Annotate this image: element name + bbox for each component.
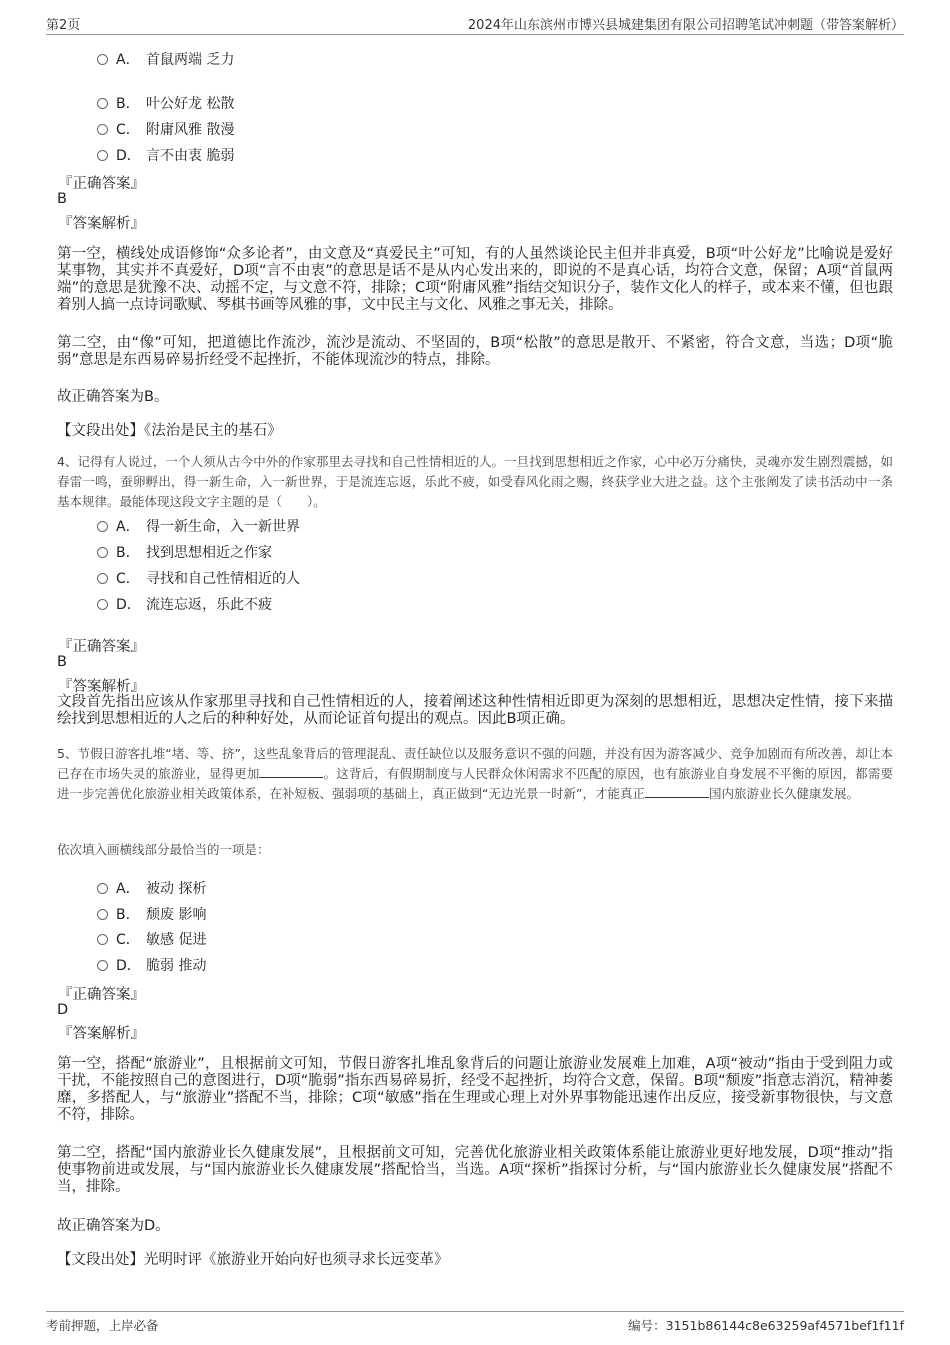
radio-icon[interactable]	[97, 150, 108, 161]
analysis-label: 『答案解析』	[58, 679, 145, 695]
question-instruction: 依次填入画横线部分最恰当的一项是：	[57, 842, 270, 857]
blank-2	[645, 785, 709, 798]
document-id: 编号：3151b86144c8e63259af4571bef1f11f	[628, 1318, 904, 1333]
answer-value: B	[57, 191, 67, 207]
source-citation: 【文段出处】光明时评《旅游业开始向好也须寻求长远变革》	[57, 1252, 449, 1268]
option-d[interactable]: D． 脆弱 推动	[97, 955, 206, 975]
option-c[interactable]: C． 附庸风雅 散漫	[97, 119, 234, 139]
analysis-paragraph: 第一空，横线处成语修饰“众多论者”，由文意及“真爱民主”可知，有的人虽然谈论民主但并非真爱，B项“叶公好龙”比喻说是爱好某事物，其实并不真爱好，D项“言不由衷”的意思是话不是从内心发出来的，即说的不是真心话，均符合文意，保留；A项“首鼠两端”的意思是犹豫不决、动摇不定，与文意不符，排除；C项“附庸风雅”指结交知识分子，装作文化人的样子，或本来不懂，但也跟着别人搞一点诗词歌赋、琴棋书画等风雅的事，文中民主与文化、风雅之事无关，排除。	[57, 246, 893, 313]
radio-icon[interactable]	[97, 934, 108, 945]
footer-slogan: 考前押题，上岸必备	[46, 1318, 159, 1333]
source-citation: 【文段出处】《法治是民主的基石》	[57, 423, 282, 439]
option-b[interactable]: B． 找到思想相近之作家	[97, 542, 272, 562]
analysis-label: 『答案解析』	[58, 1026, 145, 1042]
radio-icon[interactable]	[97, 521, 108, 532]
analysis-paragraph: 第二空，搭配“国内旅游业长久健康发展”，且根据前文可知，完善优化旅游业相关政策体系能让旅游业更好地发展，D项“推动”指使事物前进或发展，与“国内旅游业长久健康发展”搭配恰当，当选。A项“探析”指探讨分析，与“国内旅游业长久健康发展”搭配不当，排除。	[57, 1145, 893, 1195]
conclusion: 故正确答案为B。	[57, 389, 169, 405]
radio-icon[interactable]	[97, 54, 108, 65]
option-b[interactable]: B． 叶公好龙 松散	[97, 93, 234, 113]
option-c[interactable]: C． 敏感 促进	[97, 929, 206, 949]
analysis-paragraph: 第二空，由“像”可知，把道德比作流沙，流沙是流动、不坚固的，B项“松散”的意思是散开、不紧密，符合文意，当选；D项“脆弱”意思是东西易碎易折经受不起挫折，不能体现流沙的特点，排除。	[57, 335, 893, 368]
radio-icon[interactable]	[97, 960, 108, 971]
blank-1	[259, 765, 323, 778]
page-footer	[46, 1311, 904, 1336]
option-c[interactable]: C． 寻找和自己性情相近的人	[97, 568, 300, 588]
page-header	[46, 12, 904, 35]
radio-icon[interactable]	[97, 883, 108, 894]
option-d[interactable]: D． 流连忘返，乐此不疲	[97, 594, 272, 614]
radio-icon[interactable]	[97, 547, 108, 558]
option-a[interactable]: A． 被动 探析	[97, 878, 206, 898]
option-b[interactable]: B． 颓废 影响	[97, 904, 206, 924]
answer-label: 『正确答案』	[58, 987, 145, 1003]
question-text: 4、记得有人说过，一个人须从古今中外的作家那里去寻找和自己性情相近的人。一旦找到思想相近之作家，心中必万分痛快，灵魂亦发生剧烈震撼，如春雷一鸣，蚕卵孵出，得一新生命，入一新世界，于是流连忘返，乐此不疲，如受春风化雨之赐，终获学业大进之益。这个主张阐发了读书活动中一条基本规律。最能体现这段文字主题的是（ ）。	[57, 454, 893, 509]
answer-value: B	[57, 654, 67, 670]
conclusion: 故正确答案为D。	[57, 1218, 170, 1234]
answer-label: 『正确答案』	[58, 639, 145, 655]
analysis-paragraph: 第一空，搭配“旅游业”，且根据前文可知，节假日游客扎堆乱象背后的问题让旅游业发展难上加难，A项“被动”指由于受到阻力或干扰，不能按照自己的意图进行，D项“脆弱”指东西易碎易折，经受不起挫折，均符合文意，保留。B项“颓废”指意志消沉，精神萎靡，多搭配人，与“旅游业”搭配不当，排除；C项“敏感”指在生理或心理上对外界事物能迅速作出反应，接受新事物很快，与文意不符，排除。	[57, 1056, 893, 1123]
page-number: 第2页	[46, 18, 81, 33]
question-text: 5、节假日游客扎堆“堵、等、挤”，这些乱象背后的管理混乱、责任缺位以及服务意识不强的问题，并没有因为游客减少、竞争加剧而有所改善，却让本已存在市场失灵的旅游业，显得更加 。这背后，有假期制度与人民群众休闲需求不匹配的原因，也有旅游业自身发展不平衡的原因，都需要进一步完善优化旅游业相关政策体系，在补短板、强弱项的基础上，真正做到“无边光景一时新”，才能真正 国内旅游业长久健康发展。	[57, 746, 893, 801]
answer-label: 『正确答案』	[58, 176, 145, 192]
radio-icon[interactable]	[97, 98, 108, 109]
radio-icon[interactable]	[97, 124, 108, 135]
radio-icon[interactable]	[97, 599, 108, 610]
option-a[interactable]: A． 得一新生命，入一新世界	[97, 516, 300, 536]
option-a[interactable]: A． 首鼠两端 乏力	[97, 49, 234, 69]
radio-icon[interactable]	[97, 909, 108, 920]
option-d[interactable]: D． 言不由衷 脆弱	[97, 145, 234, 165]
analysis-label: 『答案解析』	[58, 216, 145, 232]
document-title: 2024年山东滨州市博兴县城建集团有限公司招聘笔试冲刺题（带答案解析）	[467, 18, 904, 33]
radio-icon[interactable]	[97, 573, 108, 584]
answer-value: D	[57, 1002, 69, 1018]
analysis-paragraph: 文段首先指出应该从作家那里寻找和自己性情相近的人，接着阐述这种性情相近即更为深刻的思想相近，思想决定性情，接下来描绘找到思想相近的人之后的种种好处，从而论证首句提出的观点。因此B项正确。	[57, 694, 893, 727]
